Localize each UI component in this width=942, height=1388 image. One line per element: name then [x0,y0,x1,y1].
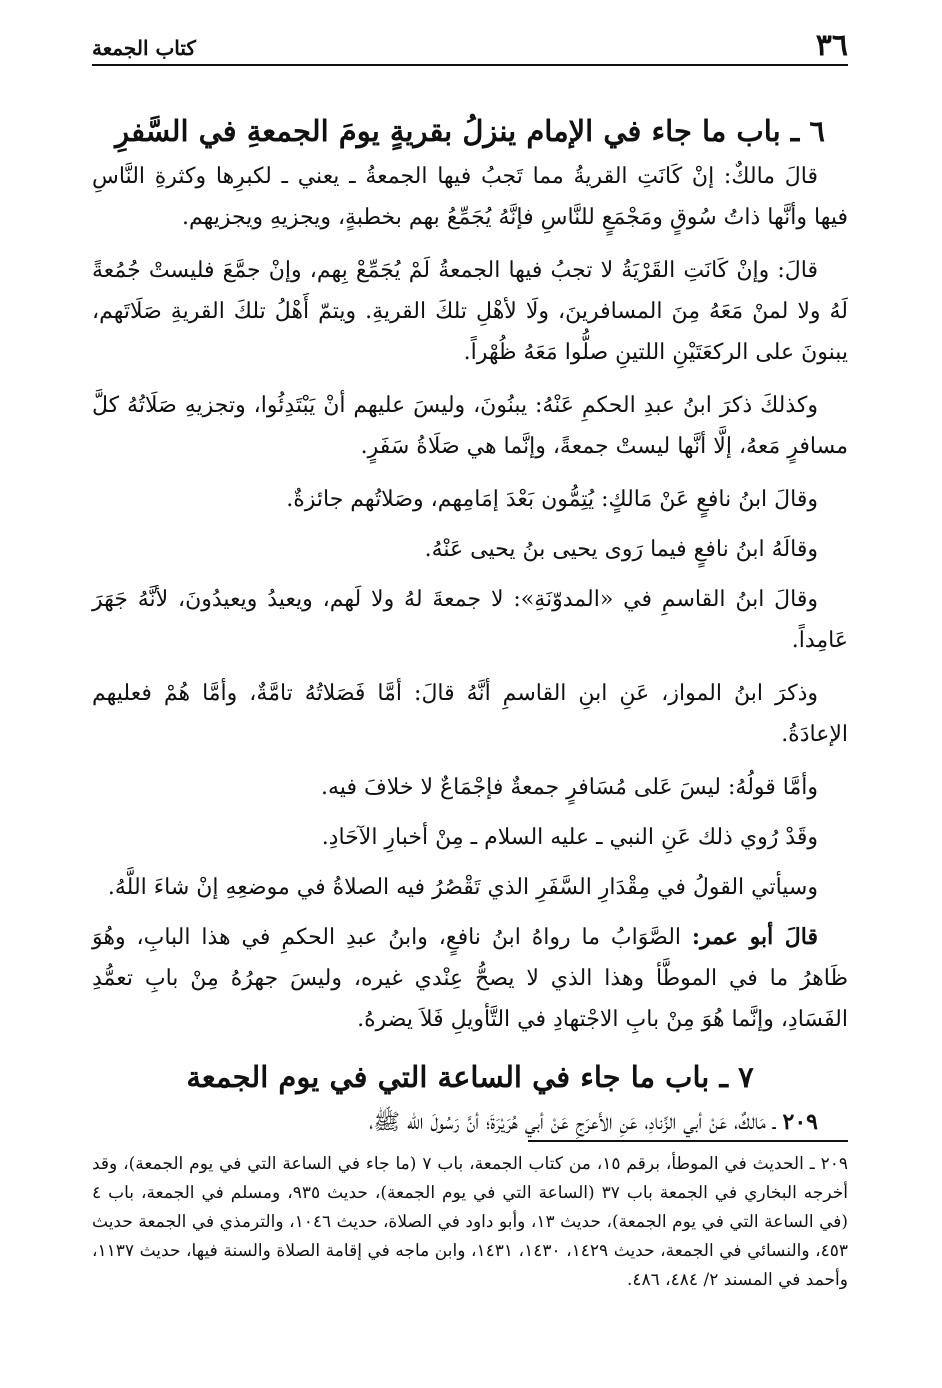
footnote: ٢٠٩ ـ الحديث في الموطأ، برقم ١٥، من كتاب الجمعة، باب ٧ (ما جاء في الساعة التي في يوم الجمعة)، وقد أخرجه البخاري في الجمعة باب ٣٧ (الساعة التي في يوم الجمعة)، حديث ٩٣٥، ومسلم في الجمعة، باب ٤ (في الساعة التي في يوم الجمعة)، حديث ١٣، وأبو داود في الصلاة، حديث ١٠٤٦، والترمذي في الجمعة حديث ٤٥٣، والنسائي في الجمعة، حديث ١٤٢٩، ١٤٣٠، ١٤٣١، وابن ماجه في إقامة الصلاة والسنة فيها، حديث ١١٣٧، وأحمد في المسند ٢/ ٤٨٤، ٤٨٦. [92,1154,849,1290]
paragraph: وذكرَ ابنُ المواز، عَنِ ابنِ القاسمِ أنَّهُ قالَ: أمَّا فَصَلاتُهُ تامَّةٌ، وأمَّا هُمْ فعليهم الإعادَةُ. [92,681,848,747]
page-body [92,106,848,1155]
paragraph: وقالَ ابنُ نافعٍ عَنْ مَالكٍ: يُتِمُّون بَعْدَ إمَامِهم، وصَلاتُهم جائزةٌ. [286,487,818,512]
hadith-text: ـ مَالكٌ، عَنْ أبي الزِّنادِ، عَنِ الأَعرَجِ عَنْ أبي هُرَيْرَةَ؛ أنَّ رَسُولَ الله ﷺ، [369,1110,783,1135]
page-header [92,30,848,66]
abu-umar-lead: قالَ أبو عمر: [691,924,818,950]
paragraph: وكذلكَ ذكرَ ابنُ عبدِ الحكمِ عَنْهُ: يبنُونَ، وليسَ عليهم أنْ يَبْتَدِئُوا، وتجزيهِ صَلَاتُهُ كلَّ مسافرٍ مَعهُ، إلَّا أنَّها ليستْ جمعةً، وإنَّما هي صَلَاةُ سَفَرٍ. [92,393,848,459]
abu-umar-text: الصَّوَابُ ما رواهُ ابنُ نافعٍ، وابنُ عبدِ الحكمِ في هذا البابِ، وهُوَ ظَاهرُ ما في الموطَّأ وهذا الذي لا يصحُّ عِنْدي غيره، وليسَ جهرُهُ مِنْ بابِ تعمُّدِ الفَسَادِ، وإنَّما هُوَ مِنْ بابِ الاجْتهادِ في التَّأويلِ فَلاَ يضرهُ. [92,925,848,1032]
footnote-separator [528,1140,848,1142]
hadith-number: ٢٠٩ [782,1109,818,1135]
paragraph: وقَدْ رُوي ذلك عَنِ النبي ـ عليه السلام ـ مِنْ أخبارِ الآحَادِ. [321,825,818,850]
abu-umar-paragraph [92,917,848,1040]
paragraph: قالَ مالكٌ: إنْ كَانَتِ القريةُ مما تَجبُ فيها الجمعةُ ـ يعني ـ لكبرِها وكثرةِ النَّاسِ فيها وأنَّها ذاتُ سُوقٍ ومَجْمَعٍ للنَّاسِ فإنَّهُ يُجَمِّعُ بهم بخطبةٍ، ويجزيهِ ويجزيهم. [92,164,848,230]
section-heading-6: ٦ ـ باب ما جاء في الإمام ينزلُ بقريةٍ يومَ الجمعةِ في السَّفرِ [115,114,825,148]
paragraph: وسيأتي القولُ في مِقْدَارِ السَّفَرِ الذي تَقْصُرُ فيه الصلاةُ في موضعِهِ إنْ شاءَ اللَّهُ. [107,875,818,900]
paragraph: قالَ: وإنْ كَانَتِ القَرْيَةُ لا تجبُ فيها الجمعةُ لَمْ يُجَمِّعْ بِهم، وإنْ جمَّعَ فليستْ جُمُعةً لَهُ ولا لمنْ مَعَهُ مِنَ المسافرينَ، ولَا لأهْلِ تلكَ القريةِ. ويتمّ أَهْلُ تلكَ القريةِ صَلَاتَهم، يبنونَ على الركعَتَيْنِ اللتينِ صلُّوا مَعَهُ ظُهْراً. [92,258,848,365]
section-heading-7: ٧ ـ باب ما جاء في الساعة التي في يوم الجمعة [186,1060,754,1094]
paragraph: وقالَ ابنُ القاسمِ في «المدوّنَةِ»: لا جمعةَ لهُ ولا لَهم، ويعيدُ ويعيدُونَ، لأنَّهُ جَهَرَ عَامِداً. [92,587,848,653]
running-title: كتاب الجمعة [92,36,196,60]
page-number: ٣٦ [815,28,848,63]
paragraph: وأمَّا قولُهُ: ليسَ عَلى مُسَافرٍ جمعةٌ فإجْمَاعٌ لا خلافَ فيه. [321,775,818,800]
hadith-paragraph [92,1102,848,1143]
paragraph: وقالَهُ ابنُ نافعٍ فيما رَوى يحيى بنُ يحيى عَنْهُ. [424,537,818,562]
